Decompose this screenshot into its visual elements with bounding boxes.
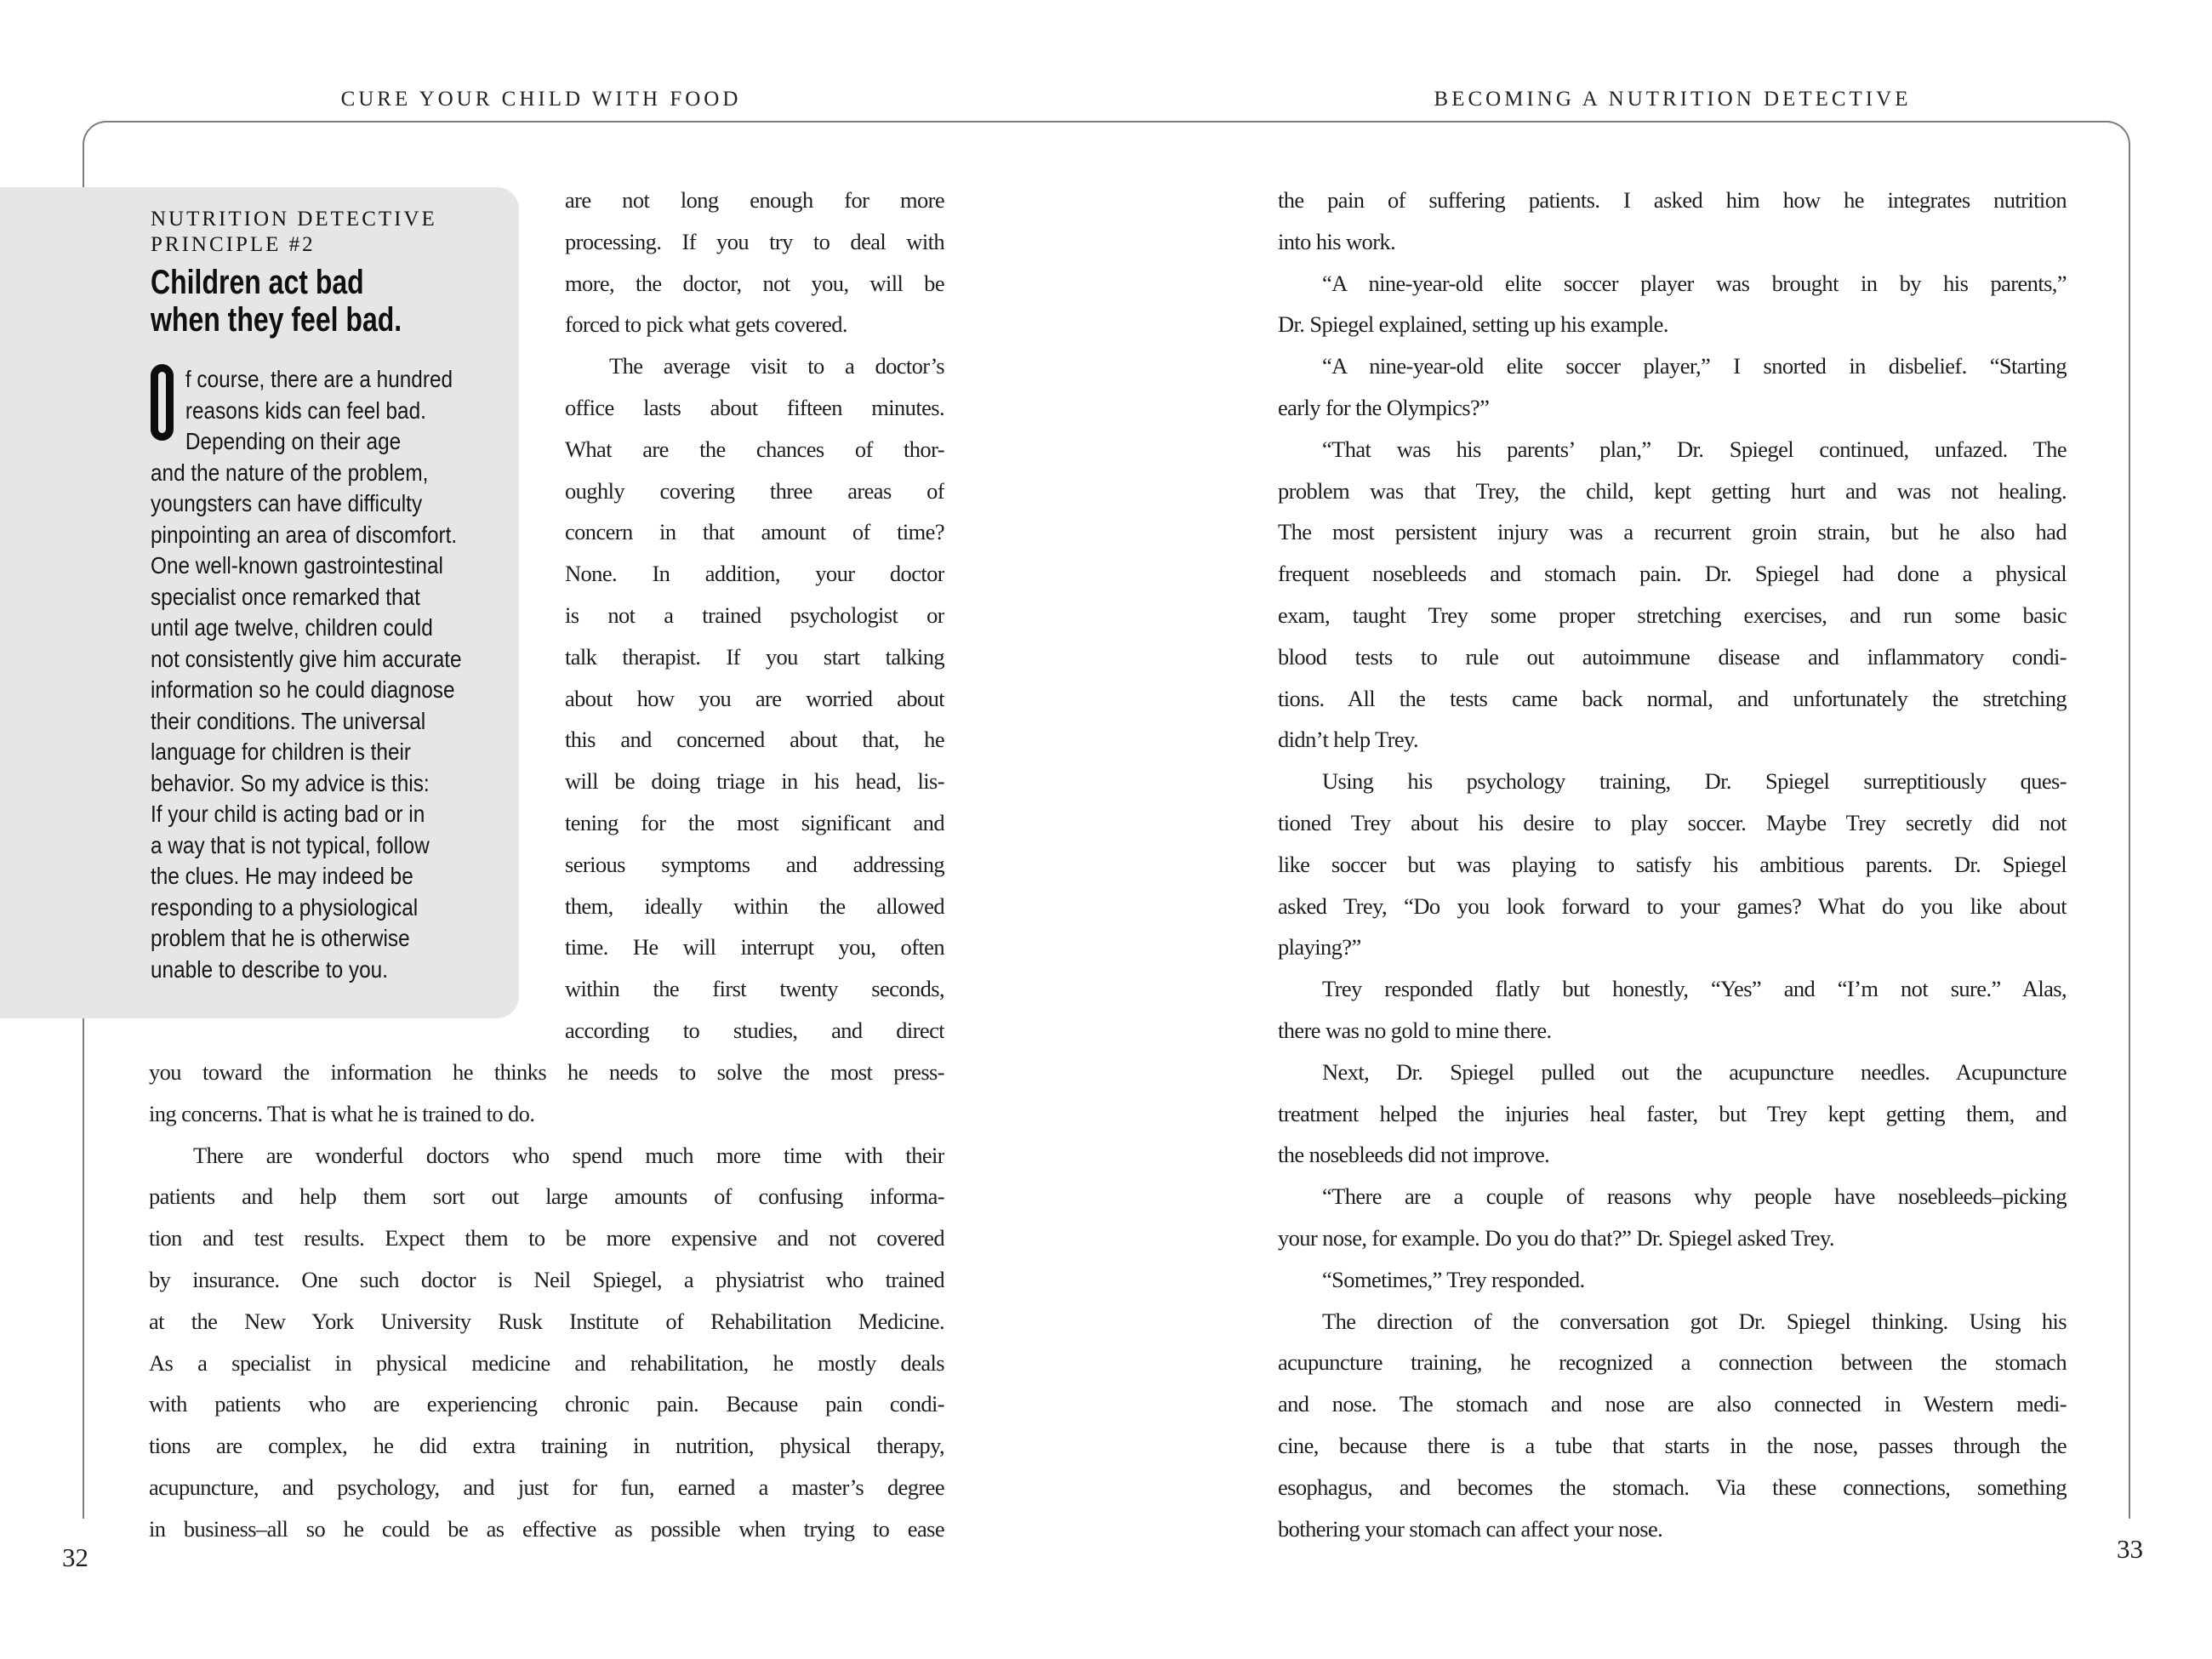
sidebar-body-text [151, 364, 559, 985]
text-line: treatment helped the injuries heal faster, but Trey kept getting them, and [1278, 1100, 2067, 1126]
text-line: early for the Olympics?” [1278, 394, 1490, 420]
text-line: tion and test results. Expect them to be more expensive and not covered [149, 1225, 944, 1251]
text-line: within the first twenty seconds, [565, 976, 944, 1002]
text-line: more, the doctor, not you, will be [565, 270, 944, 296]
text-line: according to studies, and direct [565, 1017, 944, 1043]
text-line: the nosebleeds did not improve. [1278, 1142, 1550, 1168]
text-line: them, ideally within the allowed [565, 892, 944, 919]
sidebar-headline [151, 264, 402, 339]
sidebar-eyebrow [151, 207, 437, 258]
sidebar-headline-line2: when they feel bad. [151, 301, 402, 339]
text-line: the pain of suffering patients. I asked him how he integrates nutrition [1278, 187, 2067, 213]
text-line: unable to describe to you. [151, 955, 388, 983]
running-head-right: BECOMING A NUTRITION DETECTIVE [1434, 88, 1912, 111]
text-line: specialist once remarked that [151, 583, 420, 610]
text-line: you toward the information he thinks he needs to solve the most press- [149, 1059, 944, 1085]
running-head-left: CURE YOUR CHILD WITH FOOD [340, 88, 742, 111]
text-line: Depending on their age [185, 428, 402, 454]
text-line: patients and help them sort out large amounts of confusing informa- [149, 1183, 944, 1210]
text-line: pinpointing an area of discomfort. [151, 521, 458, 548]
text-line: tioned Trey about his desire to play soccer. Maybe Trey secretly did not [1278, 809, 2067, 835]
text-line: processing. If you try to deal with [565, 228, 944, 254]
text-line: There are wonderful doctors who spend much more time with their [193, 1142, 944, 1168]
text-line: your nose, for example. Do you do that?” Dr. Spiegel asked Trey. [1278, 1224, 1834, 1251]
text-line: The direction of the conversation got Dr. Spiegel thinking. Using his [1322, 1308, 2067, 1334]
text-line: tening for the most significant and [565, 809, 944, 835]
text-line: “There are a couple of reasons why people have nosebleeds–picking [1322, 1183, 2067, 1210]
text-line: The most persistent injury was a recurrent groin strain, but he also had [1278, 519, 2067, 545]
sidebar-eyebrow-line2: PRINCIPLE #2 [151, 233, 316, 256]
text-line: with patients who are experiencing chronic pain. Because pain condi- [149, 1391, 944, 1417]
text-line: talk therapist. If you start talking [565, 643, 944, 670]
text-line: “A nine-year-old elite soccer player,” I snorted in disbelief. “Starting [1322, 353, 2067, 379]
text-line: cine, because there is a tube that starts in the nose, passes through the [1278, 1432, 2067, 1458]
text-line: this and concerned about that, he [565, 727, 944, 753]
text-line: tions. All the tests came back normal, and unfortunately the stretching [1278, 685, 2067, 711]
text-line: None. In addition, your doctor [565, 561, 944, 587]
text-line: information so he could diagnose [151, 676, 455, 703]
text-line: like soccer but was playing to satisfy his ambitious parents. Dr. Spiegel [1278, 851, 2067, 877]
page-number-right: 33 [2117, 1534, 2143, 1564]
text-line: into his work. [1278, 228, 1396, 254]
text-line: As a specialist in physical medicine and rehabilitation, he mostly deals [149, 1349, 944, 1376]
text-line: the clues. He may indeed be [151, 863, 413, 889]
text-line: “A nine-year-old elite soccer player was brought in by his parents,” [1322, 270, 2067, 296]
text-line: problem was that Trey, the child, kept getting hurt and was not healing. [1278, 477, 2067, 504]
text-line: What are the chances of thor- [565, 436, 944, 462]
text-line: “That was his parents’ plan,” Dr. Spiegel continued, unfazed. The [1322, 436, 2067, 462]
text-line: acupuncture, and psychology, and just for fun, earned a master’s degree [149, 1474, 944, 1500]
text-line: blood tests to rule out autoimmune disease and inflammatory condi- [1278, 643, 2067, 670]
text-line: at the New York University Rusk Institute of Rehabilitation Medicine. [149, 1308, 944, 1334]
text-line: about how you are worried about [565, 685, 944, 711]
text-line: The average visit to a doctor’s [609, 353, 944, 379]
text-line: behavior. So my advice is this: [151, 769, 430, 796]
text-line: One well-known gastrointestinal [151, 552, 443, 579]
sidebar-eyebrow-line1: NUTRITION DETECTIVE [151, 208, 437, 231]
text-line: esophagus, and becomes the stomach. Via these connections, something [1278, 1474, 2067, 1500]
text-line: and nose. The stomach and nose are also connected in Western medi- [1278, 1391, 2067, 1417]
text-line: Dr. Spiegel explained, setting up his example. [1278, 311, 1668, 338]
text-line: is not a trained psychologist or [565, 601, 944, 628]
text-line: until age twelve, children could [151, 614, 433, 641]
text-line: in business–all so he could be as effective as possible when trying to ease [149, 1515, 944, 1542]
text-line: tions are complex, he did extra training in nutrition, physical therapy, [149, 1433, 944, 1459]
text-line: asked Trey, “Do you look forward to your games? What do you like about [1278, 892, 2067, 919]
text-line: there was no gold to mine there. [1278, 1017, 1552, 1043]
text-line: Next, Dr. Spiegel pulled out the acupuncture needles. Acupuncture [1322, 1058, 2067, 1085]
text-line: acupuncture training, he recognized a connection between the stomach [1278, 1349, 2067, 1376]
text-line: responding to a physiological [151, 893, 419, 921]
text-line: f course, there are a hundred [185, 366, 453, 392]
left-page-bottom-text [149, 1052, 944, 1550]
text-line: forced to pick what gets covered. [565, 311, 847, 338]
text-line: time. He will interrupt you, often [565, 934, 944, 961]
text-line: problem that he is otherwise [151, 925, 410, 951]
text-line: not consistently give him accurate [151, 645, 462, 672]
text-line: bothering your stomach can affect your nose. [1278, 1515, 1663, 1542]
text-line: their conditions. The universal [151, 707, 426, 734]
text-line: by insurance. One such doctor is Neil Spiegel, a physiatrist who trained [149, 1266, 944, 1292]
text-line: and the nature of the problem, [151, 459, 429, 486]
sidebar-headline-line1: Children act bad [151, 264, 364, 301]
text-line: youngsters can have difficulty [151, 490, 423, 516]
text-line: frequent nosebleeds and stomach pain. Dr. Spiegel had done a physical [1278, 561, 2067, 587]
text-line: a way that is not typical, follow [151, 831, 430, 858]
text-line: Using his psychology training, Dr. Spiegel surreptitiously ques- [1322, 768, 2067, 795]
text-line: oughly covering three areas of [565, 477, 944, 504]
right-page-text [1278, 180, 2067, 1549]
text-line: serious symptoms and addressing [565, 851, 944, 877]
text-line: “Sometimes,” Trey responded. [1322, 1266, 1585, 1292]
text-line: Trey responded flatly but honestly, “Yes” and “I’m not sure.” Alas, [1322, 976, 2067, 1002]
text-line: exam, taught Trey some proper stretching exercises, and run some basic [1278, 601, 2067, 628]
text-line: ing concerns. That is what he is trained to do. [149, 1100, 535, 1126]
text-line: are not long enough for more [565, 187, 944, 213]
text-line: reasons kids can feel bad. [185, 396, 426, 424]
text-line: language for children is their [151, 738, 412, 765]
text-line: didn’t help Trey. [1278, 727, 1419, 753]
text-line: playing?” [1278, 934, 1361, 961]
text-line: will be doing triage in his head, lis- [565, 768, 944, 795]
text-line: If your child is acting bad or in [151, 801, 425, 827]
text-line: office lasts about fifteen minutes. [565, 394, 944, 420]
page-number-left: 32 [62, 1542, 88, 1572]
left-page-column-text [565, 180, 944, 1052]
text-line: concern in that amount of time? [565, 519, 944, 545]
